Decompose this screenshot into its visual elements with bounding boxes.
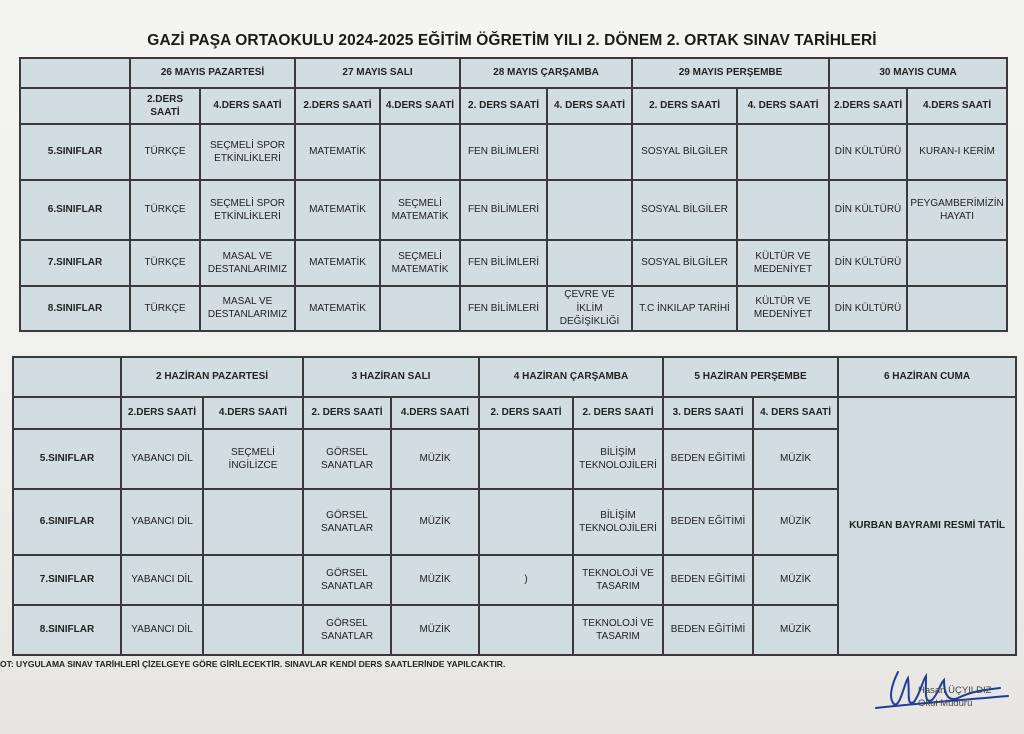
exam-cell: YABANCI DİL (121, 489, 203, 555)
exam-cell: FEN BİLİMLERİ (460, 124, 547, 180)
corner-cell (13, 357, 121, 397)
exam-cell: MATEMATİK (295, 180, 380, 240)
slot-header: 2.DERS SAATİ (130, 88, 200, 124)
exam-cell (547, 180, 632, 240)
exam-cell: SEÇMELİ SPOR ETKİNLİKLERİ (200, 180, 295, 240)
slot-header: 2.DERS SAATİ (829, 88, 907, 124)
exam-cell: MÜZİK (391, 429, 479, 489)
table-row (20, 180, 1007, 240)
slot-header: 4. DERS SAATİ (753, 397, 838, 429)
exam-cell: TÜRKÇE (130, 240, 200, 286)
exam-cell: TEKNOLOJİ VE TASARIM (573, 555, 663, 605)
day-header: 29 MAYIS PERŞEMBE (632, 58, 829, 88)
schedule-table-may (19, 57, 1008, 332)
day-header: 26 MAYIS PAZARTESİ (130, 58, 295, 88)
exam-cell: SEÇMELİ SPOR ETKİNLİKLERİ (200, 124, 295, 180)
exam-cell: FEN BİLİMLERİ (460, 180, 547, 240)
exam-cell: SOSYAL BİLGİLER (632, 240, 737, 286)
class-label: 5.SINIFLAR (20, 124, 130, 180)
slot-header: 4.DERS SAATİ (391, 397, 479, 429)
footnote: OT: UYGULAMA SINAV TARİHLERİ ÇİZELGEYE GÖRE GİRİLECEKTİR. SINAVLAR KENDİ DERS SAATLERİNDE YAPILCAKTIR. (0, 659, 506, 669)
day-header: 30 MAYIS CUMA (829, 58, 1007, 88)
exam-cell: MÜZİK (391, 489, 479, 555)
table-row (20, 240, 1007, 286)
schedule-table-june (12, 356, 1017, 656)
exam-cell: KÜLTÜR VE MEDENİYET (737, 286, 829, 331)
day-header: 27 MAYIS SALI (295, 58, 460, 88)
slot-header: 2. DERS SAATİ (460, 88, 547, 124)
exam-cell: GÖRSEL SANATLAR (303, 489, 391, 555)
corner-cell (20, 58, 130, 88)
exam-cell: BEDEN EĞİTİMİ (663, 489, 753, 555)
exam-cell: MASAL VE DESTANLARIMIZ (200, 240, 295, 286)
exam-cell: T.C İNKILAP TARİHİ (632, 286, 737, 331)
exam-cell (203, 489, 303, 555)
exam-cell: SEÇMELİ İNGİLİZCE (203, 429, 303, 489)
slot-header: 4.DERS SAATİ (380, 88, 460, 124)
exam-cell: YABANCI DİL (121, 555, 203, 605)
class-label: 6.SINIFLAR (20, 180, 130, 240)
exam-cell: BİLİŞİM TEKNOLOJİLERİ (573, 489, 663, 555)
exam-cell: SOSYAL BİLGİLER (632, 180, 737, 240)
exam-cell (203, 605, 303, 655)
exam-cell: MÜZİK (753, 605, 838, 655)
exam-cell (547, 124, 632, 180)
class-label: 5.SINIFLAR (13, 429, 121, 489)
exam-cell: TEKNOLOJİ VE TASARIM (573, 605, 663, 655)
corner-cell (20, 88, 130, 124)
exam-cell (907, 286, 1007, 331)
day-header: 3 HAZİRAN SALI (303, 357, 479, 397)
page-title: GAZİ PAŞA ORTAOKULU 2024-2025 EĞİTİM ÖĞRETİM YILI 2. DÖNEM 2. ORTAK SINAV TARİHLERİ (147, 32, 877, 49)
exam-cell: GÖRSEL SANATLAR (303, 605, 391, 655)
exam-cell: MASAL VE DESTANLARIMIZ (200, 286, 295, 331)
exam-cell: TÜRKÇE (130, 124, 200, 180)
day-header: 28 MAYIS ÇARŞAMBA (460, 58, 632, 88)
slot-header: 4. DERS SAATİ (737, 88, 829, 124)
exam-cell: MÜZİK (391, 605, 479, 655)
table-row (20, 124, 1007, 180)
exam-cell (380, 124, 460, 180)
exam-cell: MATEMATİK (295, 286, 380, 331)
exam-cell: TÜRKÇE (130, 180, 200, 240)
day-header: 6 HAZİRAN CUMA (838, 357, 1016, 397)
exam-cell: FEN BİLİMLERİ (460, 286, 547, 331)
exam-cell: BEDEN EĞİTİMİ (663, 605, 753, 655)
exam-cell: MATEMATİK (295, 124, 380, 180)
exam-cell: MATEMATİK (295, 240, 380, 286)
slot-header: 4.DERS SAATİ (203, 397, 303, 429)
exam-cell (479, 489, 573, 555)
exam-cell: KURAN-I KERİM (907, 124, 1007, 180)
exam-cell: DİN KÜLTÜRÜ (829, 124, 907, 180)
exam-cell: MÜZİK (753, 555, 838, 605)
exam-cell: MÜZİK (753, 429, 838, 489)
day-header: 5 HAZİRAN PERŞEMBE (663, 357, 838, 397)
day-header: 4 HAZİRAN ÇARŞAMBA (479, 357, 663, 397)
exam-cell: KÜLTÜR VE MEDENİYET (737, 240, 829, 286)
class-label: 8.SINIFLAR (13, 605, 121, 655)
exam-cell: GÖRSEL SANATLAR (303, 429, 391, 489)
exam-cell: BEDEN EĞİTİMİ (663, 555, 753, 605)
exam-cell: BEDEN EĞİTİMİ (663, 429, 753, 489)
slot-header: 2.DERS SAATİ (121, 397, 203, 429)
class-label: 7.SINIFLAR (20, 240, 130, 286)
exam-cell: FEN BİLİMLERİ (460, 240, 547, 286)
exam-cell (380, 286, 460, 331)
exam-cell: MÜZİK (753, 489, 838, 555)
holiday-cell: KURBAN BAYRAMI RESMİ TATİL (838, 397, 1016, 655)
day-header: 2 HAZİRAN PAZARTESİ (121, 357, 303, 397)
exam-cell: DİN KÜLTÜRÜ (829, 286, 907, 331)
class-label: 8.SINIFLAR (20, 286, 130, 331)
corner-cell (13, 397, 121, 429)
exam-cell (479, 605, 573, 655)
class-label: 7.SINIFLAR (13, 555, 121, 605)
slot-header: 4. DERS SAATİ (547, 88, 632, 124)
exam-cell: SOSYAL BİLGİLER (632, 124, 737, 180)
exam-cell (907, 240, 1007, 286)
exam-cell: DİN KÜLTÜRÜ (829, 240, 907, 286)
exam-cell: SEÇMELİ MATEMATİK (380, 180, 460, 240)
exam-cell (547, 240, 632, 286)
class-label: 6.SINIFLAR (13, 489, 121, 555)
signature-role: Okul Müdürü (918, 698, 973, 709)
slot-header: 4.DERS SAATİ (907, 88, 1007, 124)
exam-cell: YABANCI DİL (121, 605, 203, 655)
slot-header: 3. DERS SAATİ (663, 397, 753, 429)
slot-header: 2. DERS SAATİ (632, 88, 737, 124)
table-row (20, 286, 1007, 331)
exam-cell: GÖRSEL SANATLAR (303, 555, 391, 605)
exam-cell: SEÇMELİ MATEMATİK (380, 240, 460, 286)
slot-header: 2. DERS SAATİ (479, 397, 573, 429)
exam-cell: DİN KÜLTÜRÜ (829, 180, 907, 240)
exam-cell: ÇEVRE VE İKLİM DEĞİŞİKLİĞİ (547, 286, 632, 331)
exam-cell: BİLİŞİM TEKNOLOJİLERİ (573, 429, 663, 489)
exam-cell: TÜRKÇE (130, 286, 200, 331)
exam-cell: PEYGAMBERİMİZİN HAYATI (907, 180, 1007, 240)
exam-cell: YABANCI DİL (121, 429, 203, 489)
exam-cell: MÜZİK (391, 555, 479, 605)
exam-cell (737, 180, 829, 240)
exam-cell (203, 555, 303, 605)
exam-cell: ) (479, 555, 573, 605)
exam-cell (479, 429, 573, 489)
signature-name: Hasan ÜÇYILDIZ (918, 685, 992, 696)
slot-header: 4.DERS SAATİ (200, 88, 295, 124)
slot-header: 2.DERS SAATİ (295, 88, 380, 124)
exam-cell (737, 124, 829, 180)
slot-header: 2. DERS SAATİ (573, 397, 663, 429)
slot-header: 2. DERS SAATİ (303, 397, 391, 429)
